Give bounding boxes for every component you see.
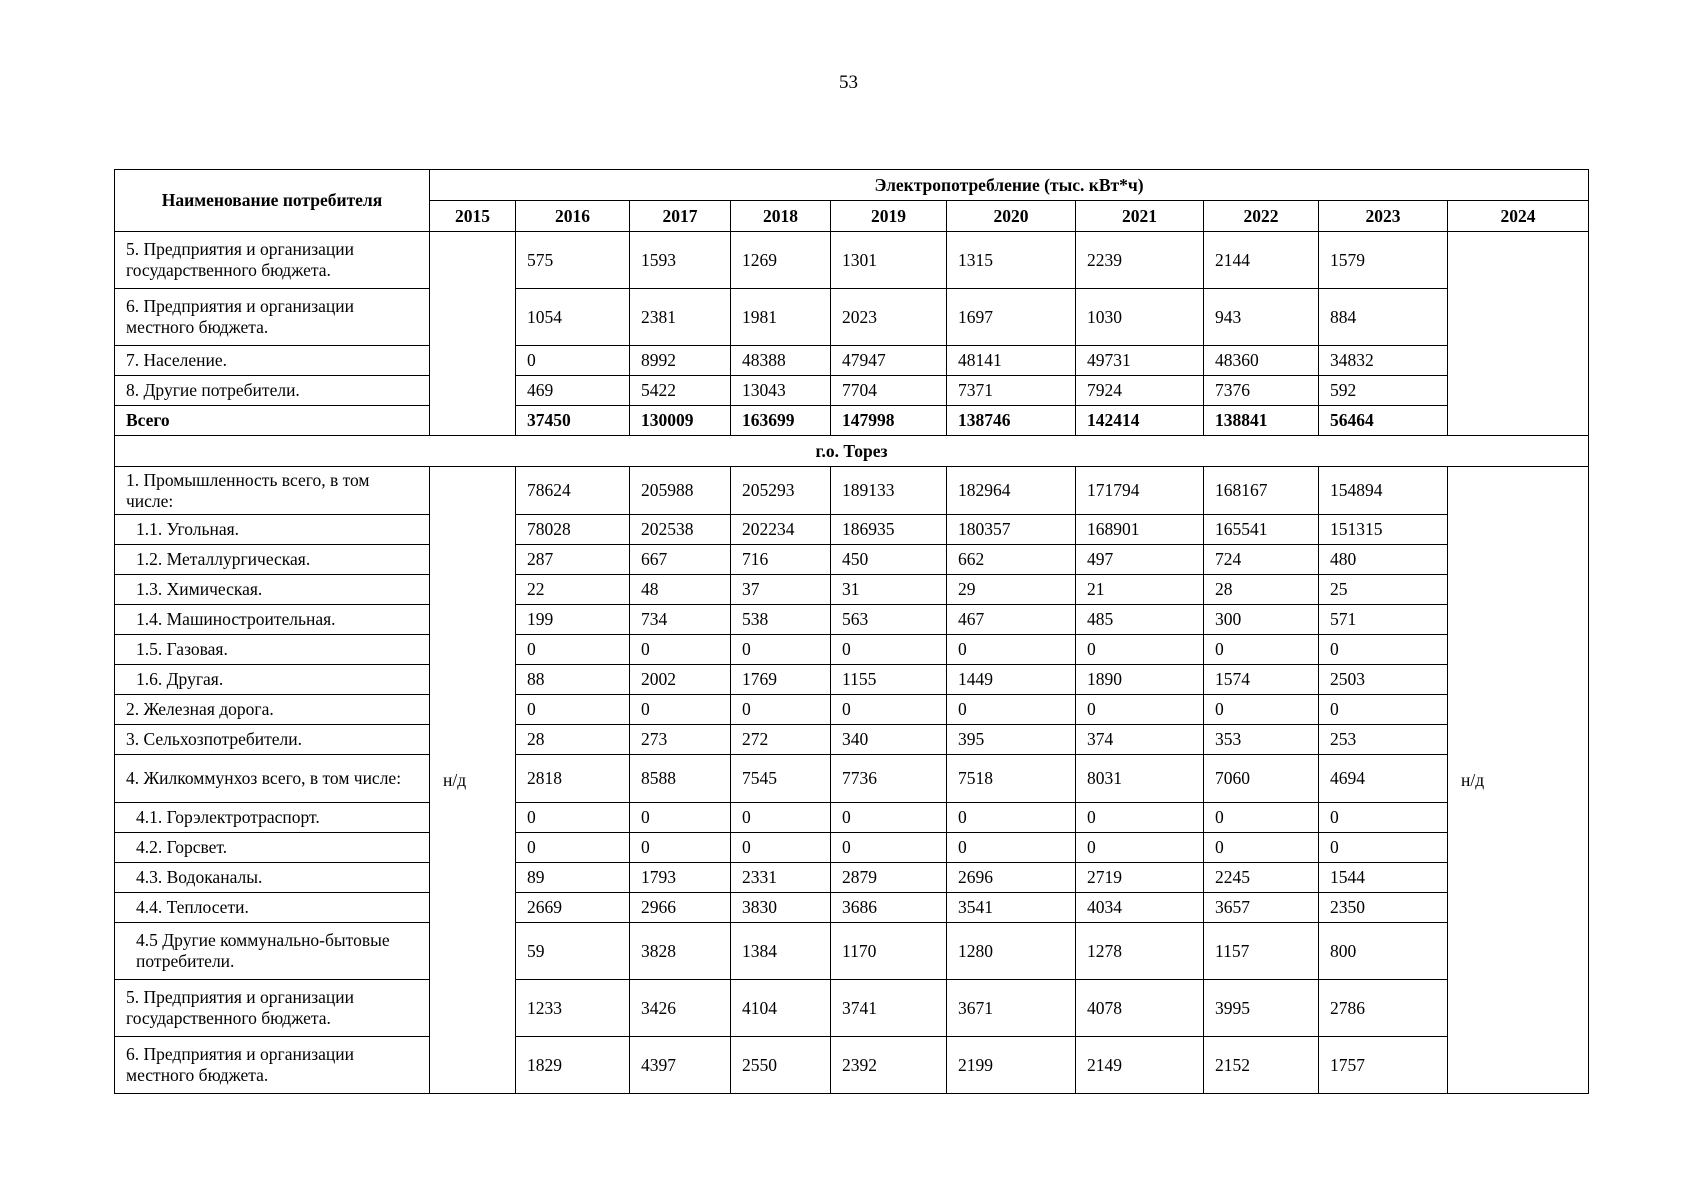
value-cell: 2331 [731,863,831,893]
value-cell: 2152 [1204,1037,1319,1094]
value-cell: 538 [731,605,831,635]
value-cell: 0 [731,833,831,863]
value-cell: 47947 [831,346,947,376]
value-cell: 7924 [1076,376,1204,406]
table-row [115,346,1589,376]
page-number: 53 [839,72,858,93]
header-year: 2021 [1076,201,1204,232]
value-cell: 37450 [516,406,630,436]
row-label: 4. Жилкоммунхоз всего, в том числе: [115,755,430,803]
value-cell: 497 [1076,545,1204,575]
value-cell: 2966 [630,893,731,923]
header-year: 2023 [1319,201,1448,232]
value-cell: 189133 [831,467,947,515]
value-cell: 31 [831,575,947,605]
value-cell: 7060 [1204,755,1319,803]
row-label: 4.4. Теплосети. [115,893,430,923]
value-cell: 8031 [1076,755,1204,803]
value-cell: 7704 [831,376,947,406]
value-cell: 253 [1319,725,1448,755]
value-cell: 2392 [831,1037,947,1094]
value-cell: 78624 [516,467,630,515]
value-cell: 353 [1204,725,1319,755]
table-row [115,755,1589,803]
value-cell: 1233 [516,980,630,1037]
value-cell: 138746 [947,406,1076,436]
row-label: 4.5 Другие коммунально-бытовые потребители. [115,923,430,980]
value-cell: 37 [731,575,831,605]
value-cell: 171794 [1076,467,1204,515]
row-label: 4.1. Горэлектротраспорт. [115,803,430,833]
value-cell: 154894 [1319,467,1448,515]
value-cell: 2023 [831,289,947,346]
value-cell: 5422 [630,376,731,406]
value-cell: 0 [947,803,1076,833]
row-label: 4.2. Горсвет. [115,833,430,863]
value-cell: 88 [516,665,630,695]
value-cell: 48360 [1204,346,1319,376]
value-cell: 1170 [831,923,947,980]
value-cell: 273 [630,725,731,755]
value-cell: 202234 [731,515,831,545]
value-cell: 1757 [1319,1037,1448,1094]
value-cell: 2199 [947,1037,1076,1094]
value-cell: 0 [1076,833,1204,863]
value-cell: 2381 [630,289,731,346]
value-cell: 13043 [731,376,831,406]
value-cell: 7518 [947,755,1076,803]
value-cell: 0 [947,833,1076,863]
row-label: 6. Предприятия и организации местного бюджета. [115,289,430,346]
value-cell: 1030 [1076,289,1204,346]
value-cell: 0 [1319,635,1448,665]
value-cell: 3541 [947,893,1076,923]
value-cell: 2786 [1319,980,1448,1037]
row-label: 8. Другие потребители. [115,376,430,406]
value-cell: 3426 [630,980,731,1037]
value-cell: 182964 [947,467,1076,515]
value-cell: 1155 [831,665,947,695]
header-year: 2017 [630,201,731,232]
row-label: 1.2. Металлургическая. [115,545,430,575]
value-cell: 1384 [731,923,831,980]
value-cell: 3995 [1204,980,1319,1037]
value-cell: 0 [630,635,731,665]
table-row [115,695,1589,725]
header-year: 2022 [1204,201,1319,232]
value-cell: 0 [516,803,630,833]
value-cell: 2002 [630,665,731,695]
no-data-2024: н/д [1448,467,1589,1094]
value-cell: 78028 [516,515,630,545]
value-cell: 151315 [1319,515,1448,545]
table-row [115,635,1589,665]
value-cell: 1301 [831,232,947,289]
value-cell: 1574 [1204,665,1319,695]
value-cell: 0 [1204,803,1319,833]
value-cell: 2350 [1319,893,1448,923]
table-row [115,833,1589,863]
value-cell: 0 [1076,635,1204,665]
value-cell: 8992 [630,346,731,376]
value-cell: 3686 [831,893,947,923]
value-cell: 202538 [630,515,731,545]
value-cell: 300 [1204,605,1319,635]
value-cell: 28 [1204,575,1319,605]
value-cell: 48 [630,575,731,605]
no-data-2024 [1448,232,1589,436]
value-cell: 186935 [831,515,947,545]
value-cell: 0 [1076,803,1204,833]
value-cell: 1544 [1319,863,1448,893]
value-cell: 1981 [731,289,831,346]
table-row [115,515,1589,545]
value-cell: 0 [1076,695,1204,725]
value-cell: 0 [731,695,831,725]
header-year: 2016 [516,201,630,232]
value-cell: 2550 [731,1037,831,1094]
value-cell: 2245 [1204,863,1319,893]
value-cell: 1278 [1076,923,1204,980]
header-year: 2020 [947,201,1076,232]
table-row [115,289,1589,346]
value-cell: 4104 [731,980,831,1037]
value-cell: 163699 [731,406,831,436]
value-cell: 0 [630,833,731,863]
value-cell: 48388 [731,346,831,376]
table-row [115,893,1589,923]
row-label: 1.1. Угольная. [115,515,430,545]
value-cell: 943 [1204,289,1319,346]
row-label: 2. Железная дорога. [115,695,430,725]
value-cell: 205988 [630,467,731,515]
value-cell: 22 [516,575,630,605]
no-data-2015 [430,232,516,436]
value-cell: 0 [1319,695,1448,725]
value-cell: 0 [1319,803,1448,833]
value-cell: 142414 [1076,406,1204,436]
value-cell: 0 [831,803,947,833]
value-cell: 34832 [1319,346,1448,376]
value-cell: 1890 [1076,665,1204,695]
value-cell: 25 [1319,575,1448,605]
value-cell: 2879 [831,863,947,893]
value-cell: 7376 [1204,376,1319,406]
table-row [115,863,1589,893]
value-cell: 0 [731,803,831,833]
value-cell: 4034 [1076,893,1204,923]
value-cell: 56464 [1319,406,1448,436]
value-cell: 0 [1319,833,1448,863]
row-label: 1.3. Химическая. [115,575,430,605]
value-cell: 1593 [630,232,731,289]
value-cell: 7736 [831,755,947,803]
value-cell: 340 [831,725,947,755]
value-cell: 3741 [831,980,947,1037]
table-row [115,980,1589,1037]
value-cell: 667 [630,545,731,575]
header-consumption-group: Электропотребление (тыс. кВт*ч) [430,170,1589,201]
value-cell: 1315 [947,232,1076,289]
value-cell: 2144 [1204,232,1319,289]
table-row [115,467,1589,515]
value-cell: 0 [516,346,630,376]
value-cell: 1769 [731,665,831,695]
value-cell: 0 [1204,635,1319,665]
row-label: 1. Промышленность всего, в том числе: [115,467,430,515]
value-cell: 800 [1319,923,1448,980]
row-label: 6. Предприятия и организации местного бюджета. [115,1037,430,1094]
value-cell: 7545 [731,755,831,803]
value-cell: 0 [947,635,1076,665]
table-row [115,605,1589,635]
value-cell: 49731 [1076,346,1204,376]
value-cell: 884 [1319,289,1448,346]
value-cell: 28 [516,725,630,755]
value-cell: 2818 [516,755,630,803]
value-cell: 199 [516,605,630,635]
table-row [115,545,1589,575]
value-cell: 0 [831,635,947,665]
value-cell: 662 [947,545,1076,575]
value-cell: 2696 [947,863,1076,893]
table-row [115,923,1589,980]
value-cell: 205293 [731,467,831,515]
header-year: 2018 [731,201,831,232]
row-label: 5. Предприятия и организации государственного бюджета. [115,980,430,1037]
value-cell: 575 [516,232,630,289]
value-cell: 1157 [1204,923,1319,980]
value-cell: 0 [630,695,731,725]
value-cell: 168901 [1076,515,1204,545]
value-cell: 3671 [947,980,1076,1037]
value-cell: 563 [831,605,947,635]
row-label: 1.6. Другая. [115,665,430,695]
value-cell: 4078 [1076,980,1204,1037]
value-cell: 89 [516,863,630,893]
value-cell: 480 [1319,545,1448,575]
row-label: 5. Предприятия и организации государственного бюджета. [115,232,430,289]
table-row [115,725,1589,755]
value-cell: 374 [1076,725,1204,755]
value-cell: 1054 [516,289,630,346]
value-cell: 130009 [630,406,731,436]
electricity-consumption-table [114,169,1589,1094]
value-cell: 0 [1204,695,1319,725]
value-cell: 59 [516,923,630,980]
row-label: 1.4. Машиностроительная. [115,605,430,635]
header-year: 2019 [831,201,947,232]
value-cell: 571 [1319,605,1448,635]
value-cell: 1829 [516,1037,630,1094]
table-row [115,376,1589,406]
row-label: 1.5. Газовая. [115,635,430,665]
value-cell: 724 [1204,545,1319,575]
value-cell: 3830 [731,893,831,923]
value-cell: 138841 [1204,406,1319,436]
value-cell: 469 [516,376,630,406]
value-cell: 4694 [1319,755,1448,803]
value-cell: 734 [630,605,731,635]
row-label: 3. Сельхозпотребители. [115,725,430,755]
value-cell: 1449 [947,665,1076,695]
value-cell: 3828 [630,923,731,980]
table-row [115,803,1589,833]
value-cell: 7371 [947,376,1076,406]
header-consumer-name: Наименование потребителя [115,170,430,232]
value-cell: 287 [516,545,630,575]
value-cell: 1579 [1319,232,1448,289]
value-cell: 147998 [831,406,947,436]
value-cell: 450 [831,545,947,575]
value-cell: 0 [516,635,630,665]
header-year: 2024 [1448,201,1589,232]
value-cell: 2719 [1076,863,1204,893]
value-cell: 48141 [947,346,1076,376]
value-cell: 467 [947,605,1076,635]
value-cell: 4397 [630,1037,731,1094]
value-cell: 485 [1076,605,1204,635]
value-cell: 0 [731,635,831,665]
no-data-2015: н/д [430,467,516,1094]
value-cell: 0 [947,695,1076,725]
value-cell: 1269 [731,232,831,289]
value-cell: 21 [1076,575,1204,605]
value-cell: 2149 [1076,1037,1204,1094]
value-cell: 0 [831,695,947,725]
value-cell: 0 [516,695,630,725]
row-label: Всего [115,406,430,436]
value-cell: 1793 [630,863,731,893]
table-row [115,665,1589,695]
row-label: 7. Население. [115,346,430,376]
value-cell: 716 [731,545,831,575]
value-cell: 29 [947,575,1076,605]
header-year: 2015 [430,201,516,232]
value-cell: 0 [516,833,630,863]
table-row [115,1037,1589,1094]
value-cell: 0 [1204,833,1319,863]
value-cell: 8588 [630,755,731,803]
value-cell: 395 [947,725,1076,755]
table-row [115,406,1589,436]
section-title-torez: г.о. Торез [115,436,1589,467]
value-cell: 180357 [947,515,1076,545]
value-cell: 0 [630,803,731,833]
value-cell: 592 [1319,376,1448,406]
value-cell: 3657 [1204,893,1319,923]
value-cell: 2239 [1076,232,1204,289]
value-cell: 1280 [947,923,1076,980]
value-cell: 168167 [1204,467,1319,515]
value-cell: 272 [731,725,831,755]
value-cell: 2503 [1319,665,1448,695]
table-row [115,232,1589,289]
value-cell: 2669 [516,893,630,923]
row-label: 4.3. Водоканалы. [115,863,430,893]
value-cell: 0 [831,833,947,863]
value-cell: 165541 [1204,515,1319,545]
value-cell: 1697 [947,289,1076,346]
table-row [115,575,1589,605]
